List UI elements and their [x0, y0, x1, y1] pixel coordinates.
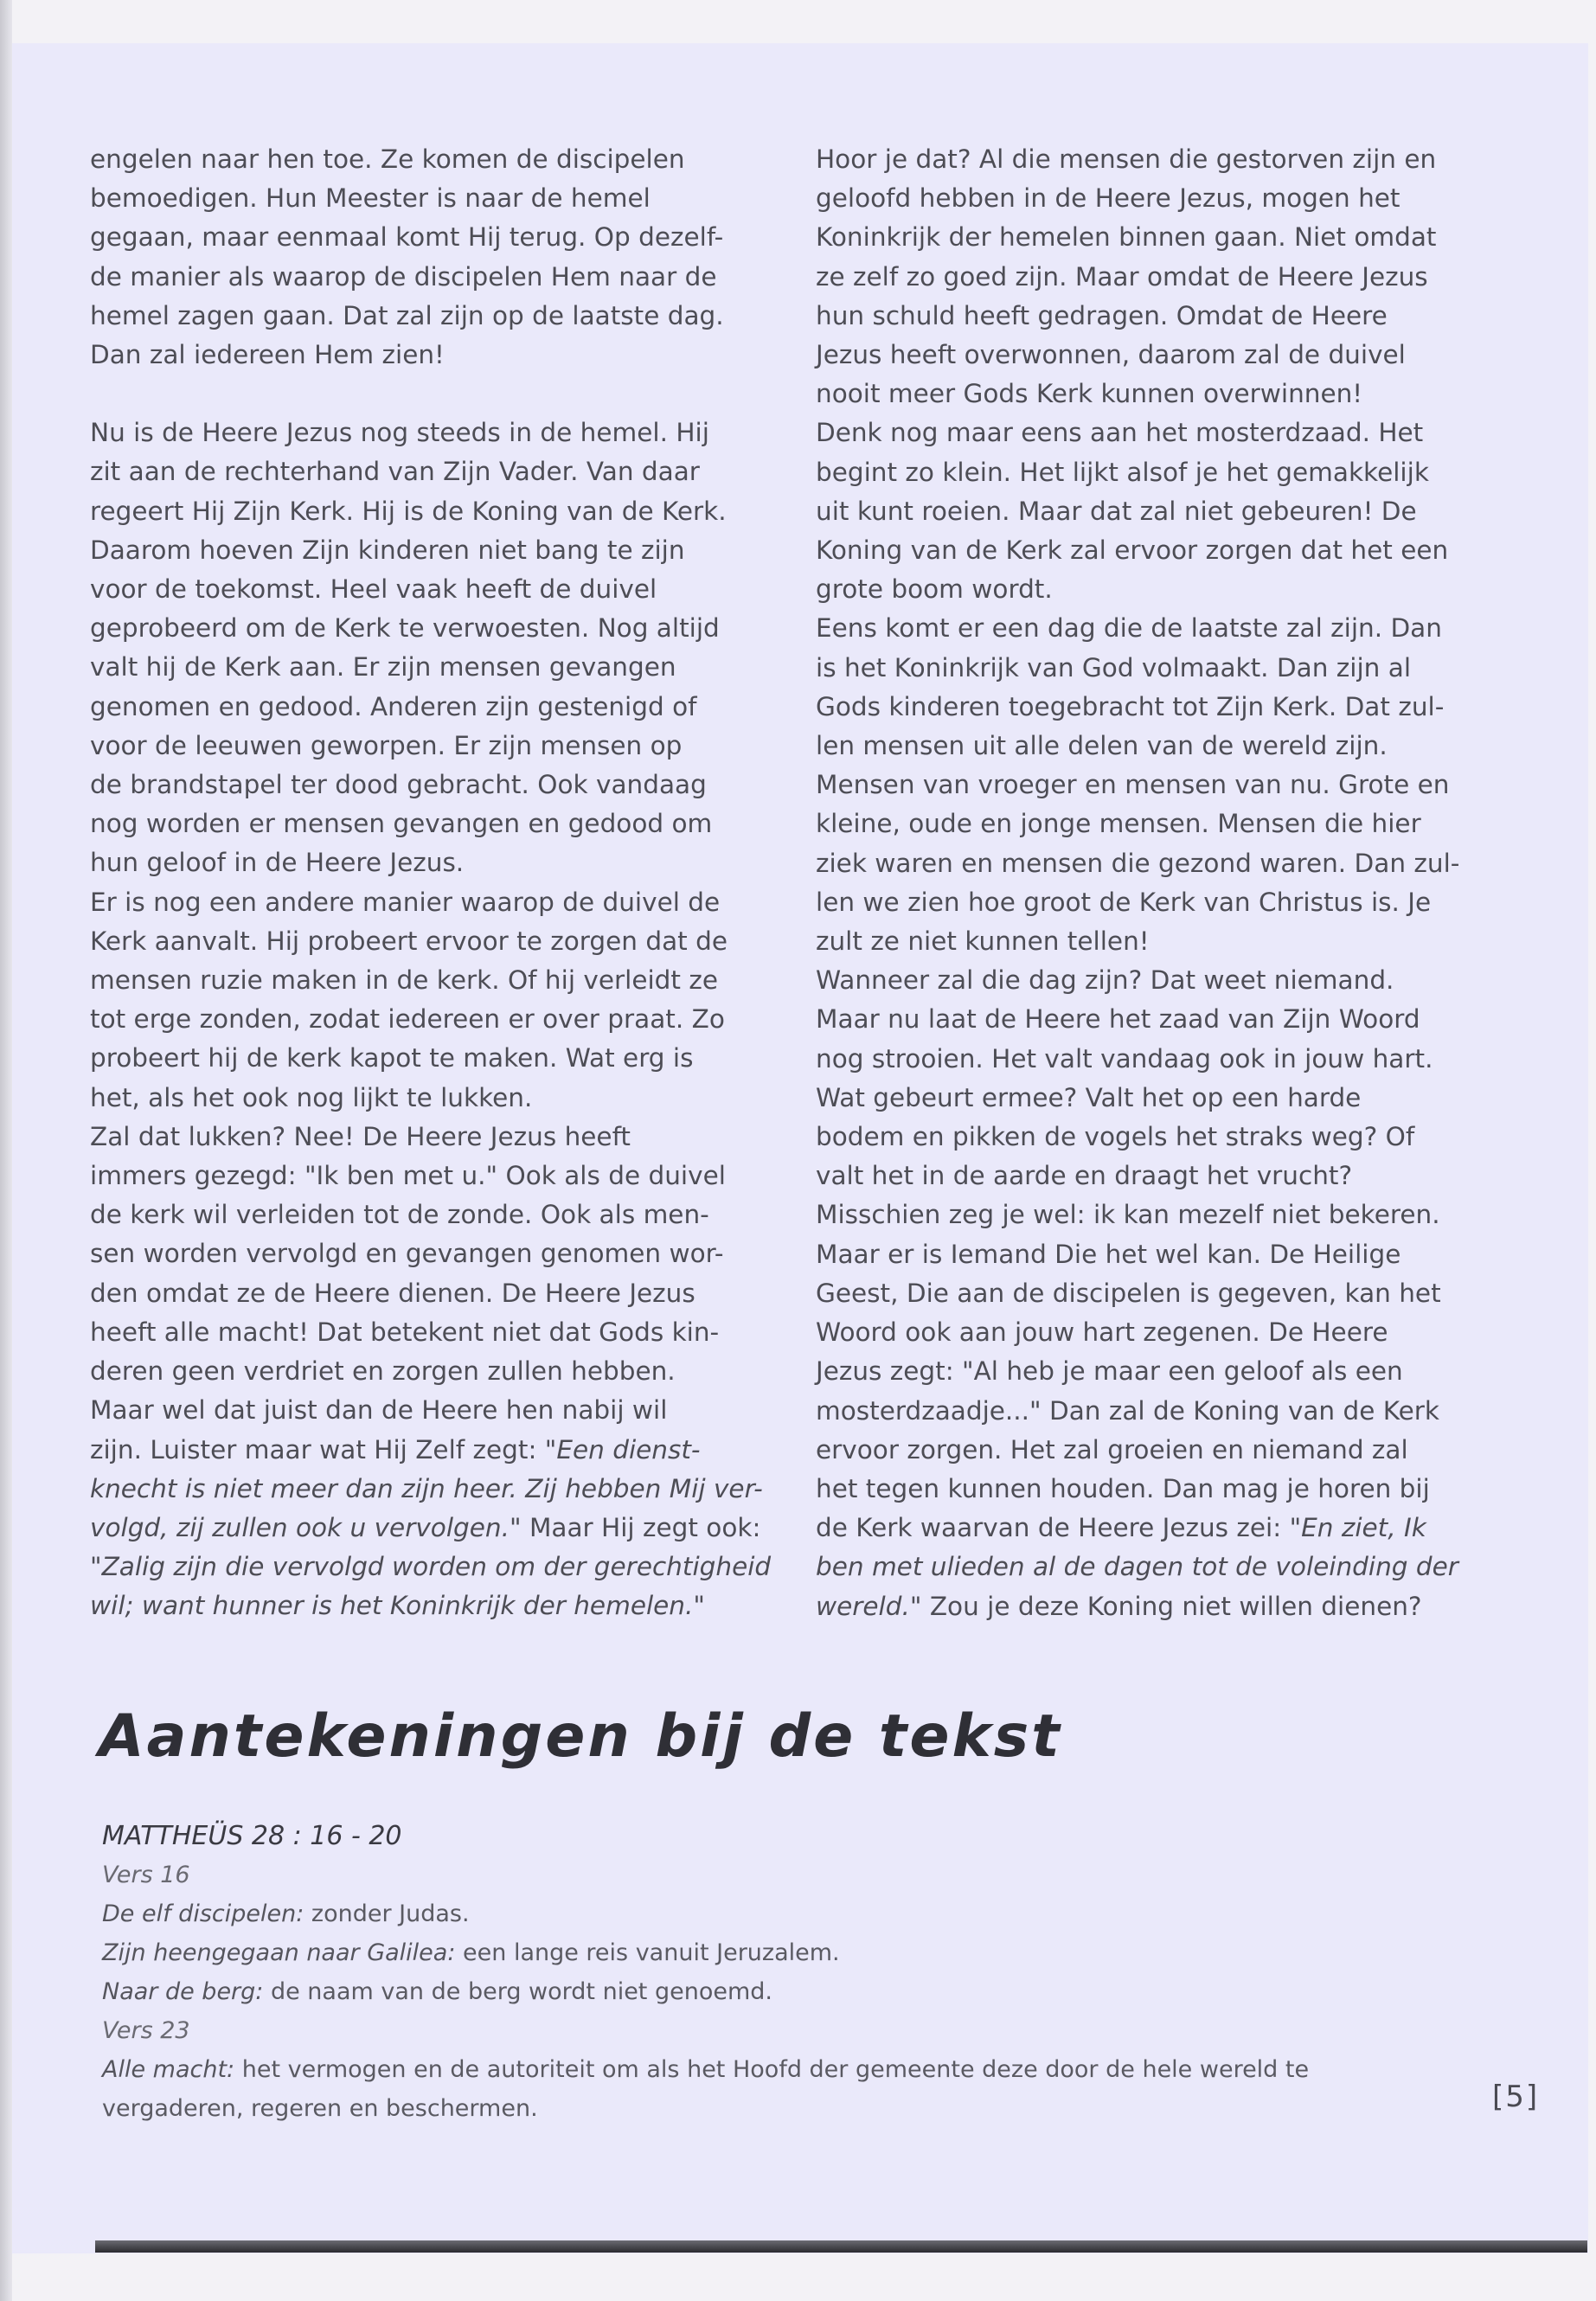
- right-paragraph-2: Denk nog maar eens aan het mosterdzaad. Het begint zo klein. Het lijkt alsof je het gemakkelijk uit kunt roeien. Maar dat zal niet gebeuren! De Koning van de Kerk zal ervoor zorgen dat het een grote boom wordt.: [816, 418, 1449, 605]
- notes-heading: Aantekeningen bij de tekst: [99, 1702, 1062, 1771]
- bottom-edge-band: [95, 2240, 1587, 2253]
- right-p4-end: Zou je deze Koning niet willen dienen?: [921, 1591, 1422, 1621]
- note-term: Alle macht:: [102, 2056, 235, 2083]
- verse-23-label: Vers 23: [102, 2017, 190, 2044]
- left-p4-mid: Maar Hij zegt ook:: [529, 1512, 761, 1542]
- right-paragraph-3: Eens komt er een dag die de laatste zal zijn. Dan is het Koninkrijk van God volmaakt. Dan zijn al Gods kinderen toegebracht tot Zijn Kerk. Dat zul- len mensen uit alle delen van de wereld zijn. Mensen van vroeger en mensen van nu. Grote en kleine, oude en jonge mensen. Mensen die hier ziek waren en mensen die gezond waren. Dan zul- len we zien hoe groot de Kerk van Christus is. Je zult ze niet kunnen tellen!: [816, 613, 1460, 957]
- right-paragraph-4: [816, 961, 1534, 1625]
- note-text: een lange reis vanuit Jeruzalem.: [455, 1939, 840, 1966]
- right-p4-text: Wanneer zal die dag zijn? Dat weet niemand. Maar nu laat de Heere het zaad van Zijn Woord nog strooien. Het valt vandaag ook in jouw hart. Wat gebeurt ermee? Valt het op een harde bodem en pikken de vogels het straks weg? Of valt het in de aarde en draagt het vrucht? Misschien zeg je wel: ik kan mezelf niet bekeren. Maar er is Iemand Die het wel kan. De Heilige Geest, Die aan de discipelen is gegeven, kan het Woord ook aan jouw hart zegenen. De Heere Jezus zegt: "Al heb je maar een geloof als een mosterdzaadje..." Dan zal de Koning van de Kerk ervoor zorgen. Het zal groeien en niemand zal het tegen kunnen houden. Dan mag je horen bij de Kerk waarvan de Heere Jezus zei:: [816, 965, 1441, 1543]
- note-text: het vermogen en de autoriteit om als het Hoofd der gemeente deze door de hele wereld te vergaderen, regeren en beschermen.: [102, 2056, 1310, 2122]
- left-paragraph-3: Er is nog een andere manier waarop de duivel de Kerk aanvalt. Hij probeert ervoor te zorgen dat de mensen ruzie maken in de kerk. Of hij verleidt ze tot erge zonden, zodat iedereen er over praat. Zo probeert hij de kerk kapot te maken. Wat erg is het, als het ook nog lijkt te lukken.: [90, 887, 727, 1112]
- left-p4-quote-2: "Zalig zijn die vervolgd worden om der gerechtigheid wil; want hunner is het Koninkrijk der hemelen.": [90, 1552, 772, 1621]
- right-column: [816, 140, 1534, 1626]
- left-paragraph-2: Nu is de Heere Jezus nog steeds in de hemel. Hij zit aan de rechterhand van Zijn Vader. Van daar regeert Hij Zijn Kerk. Hij is de Koning van de Kerk. Daarom hoeven Zijn kinderen niet bang te zijn voor de toekomst. Heel vaak heeft de duivel geprobeerd om de Kerk te verwoesten. Nog altijd valt hij de Kerk aan. Er zijn mensen gevangen genomen en gedood. Anderen zijn gestenigd of voor de leeuwen geworpen. Er zijn mensen op de brandstapel ter dood gebracht. Ook vandaag nog worden er mensen gevangen en gedood om hun geloof in de Heere Jezus.: [90, 418, 727, 878]
- left-p4-text: Zal dat lukken? Nee! De Heere Jezus heeft immers gezegd: "Ik ben met u." Ook als de duivel de kerk wil verleiden tot de zonde. Ook als men- sen worden vervolgd en gevangen genomen wor- den omdat ze de Heere dienen. De Heere Jezus heeft alle macht! Dat betekent niet dat Gods kin- deren geen verdriet en zorgen zullen hebben. Maar wel dat juist dan de Heere hen nabij wil zijn. Luister maar wat Hij Zelf zegt:: [90, 1121, 726, 1465]
- note-text: de naam van de berg wordt niet genoemd.: [263, 1978, 772, 2005]
- note-item: [102, 1894, 1452, 1933]
- note-term: De elf discipelen:: [102, 1900, 304, 1927]
- left-paragraph-4: [90, 1118, 808, 1626]
- verse-16-label: Vers 16: [102, 1862, 190, 1888]
- scan-edge: [0, 0, 12, 2301]
- note-term: Naar de berg:: [102, 1978, 264, 2005]
- left-paragraph-1: engelen naar hen toe. Ze komen de discipelen bemoedigen. Hun Meester is naar de hemel gegaan, maar eenmaal komt Hij terug. Op dezelf- de manier als waarop de discipelen Hem naar de hemel zagen gaan. Dat zal zijn op de laatste dag. Dan zal iedereen Hem zien!: [90, 144, 724, 370]
- note-item: [102, 1933, 1452, 1972]
- page-number: [5]: [1492, 2080, 1540, 2114]
- note-term: Zijn heengegaan naar Galilea:: [102, 1939, 456, 1966]
- note-item: [102, 1972, 1452, 2011]
- notes-reference: MATTHEÜS 28 : 16 - 20: [102, 1821, 402, 1851]
- left-column: [90, 140, 808, 1626]
- right-paragraph-1: Hoor je dat? Al die mensen die gestorven zijn en geloofd hebben in de Heere Jezus, mogen het Koninkrijk der hemelen binnen gaan. Niet omdat ze zelf zo goed zijn. Maar omdat de Heere Jezus hun schuld heeft gedragen. Omdat de Heere Jezus heeft overwonnen, daarom zal de duivel nooit meer Gods Kerk kunnen overwinnen!: [816, 144, 1437, 409]
- note-item: [102, 2050, 1452, 2128]
- notes-section: [102, 1817, 1452, 2128]
- left-p4-quote-1: "Een dienst- knecht is niet meer dan zijn heer. Zij hebben Mij ver- volgd, zij zullen ook u vervolgen.": [90, 1434, 763, 1542]
- note-text: zonder Judas.: [304, 1900, 470, 1927]
- right-p4-quote: "En ziet, Ik ben met ulieden al de dagen tot de voleinding der wereld.": [816, 1513, 1458, 1621]
